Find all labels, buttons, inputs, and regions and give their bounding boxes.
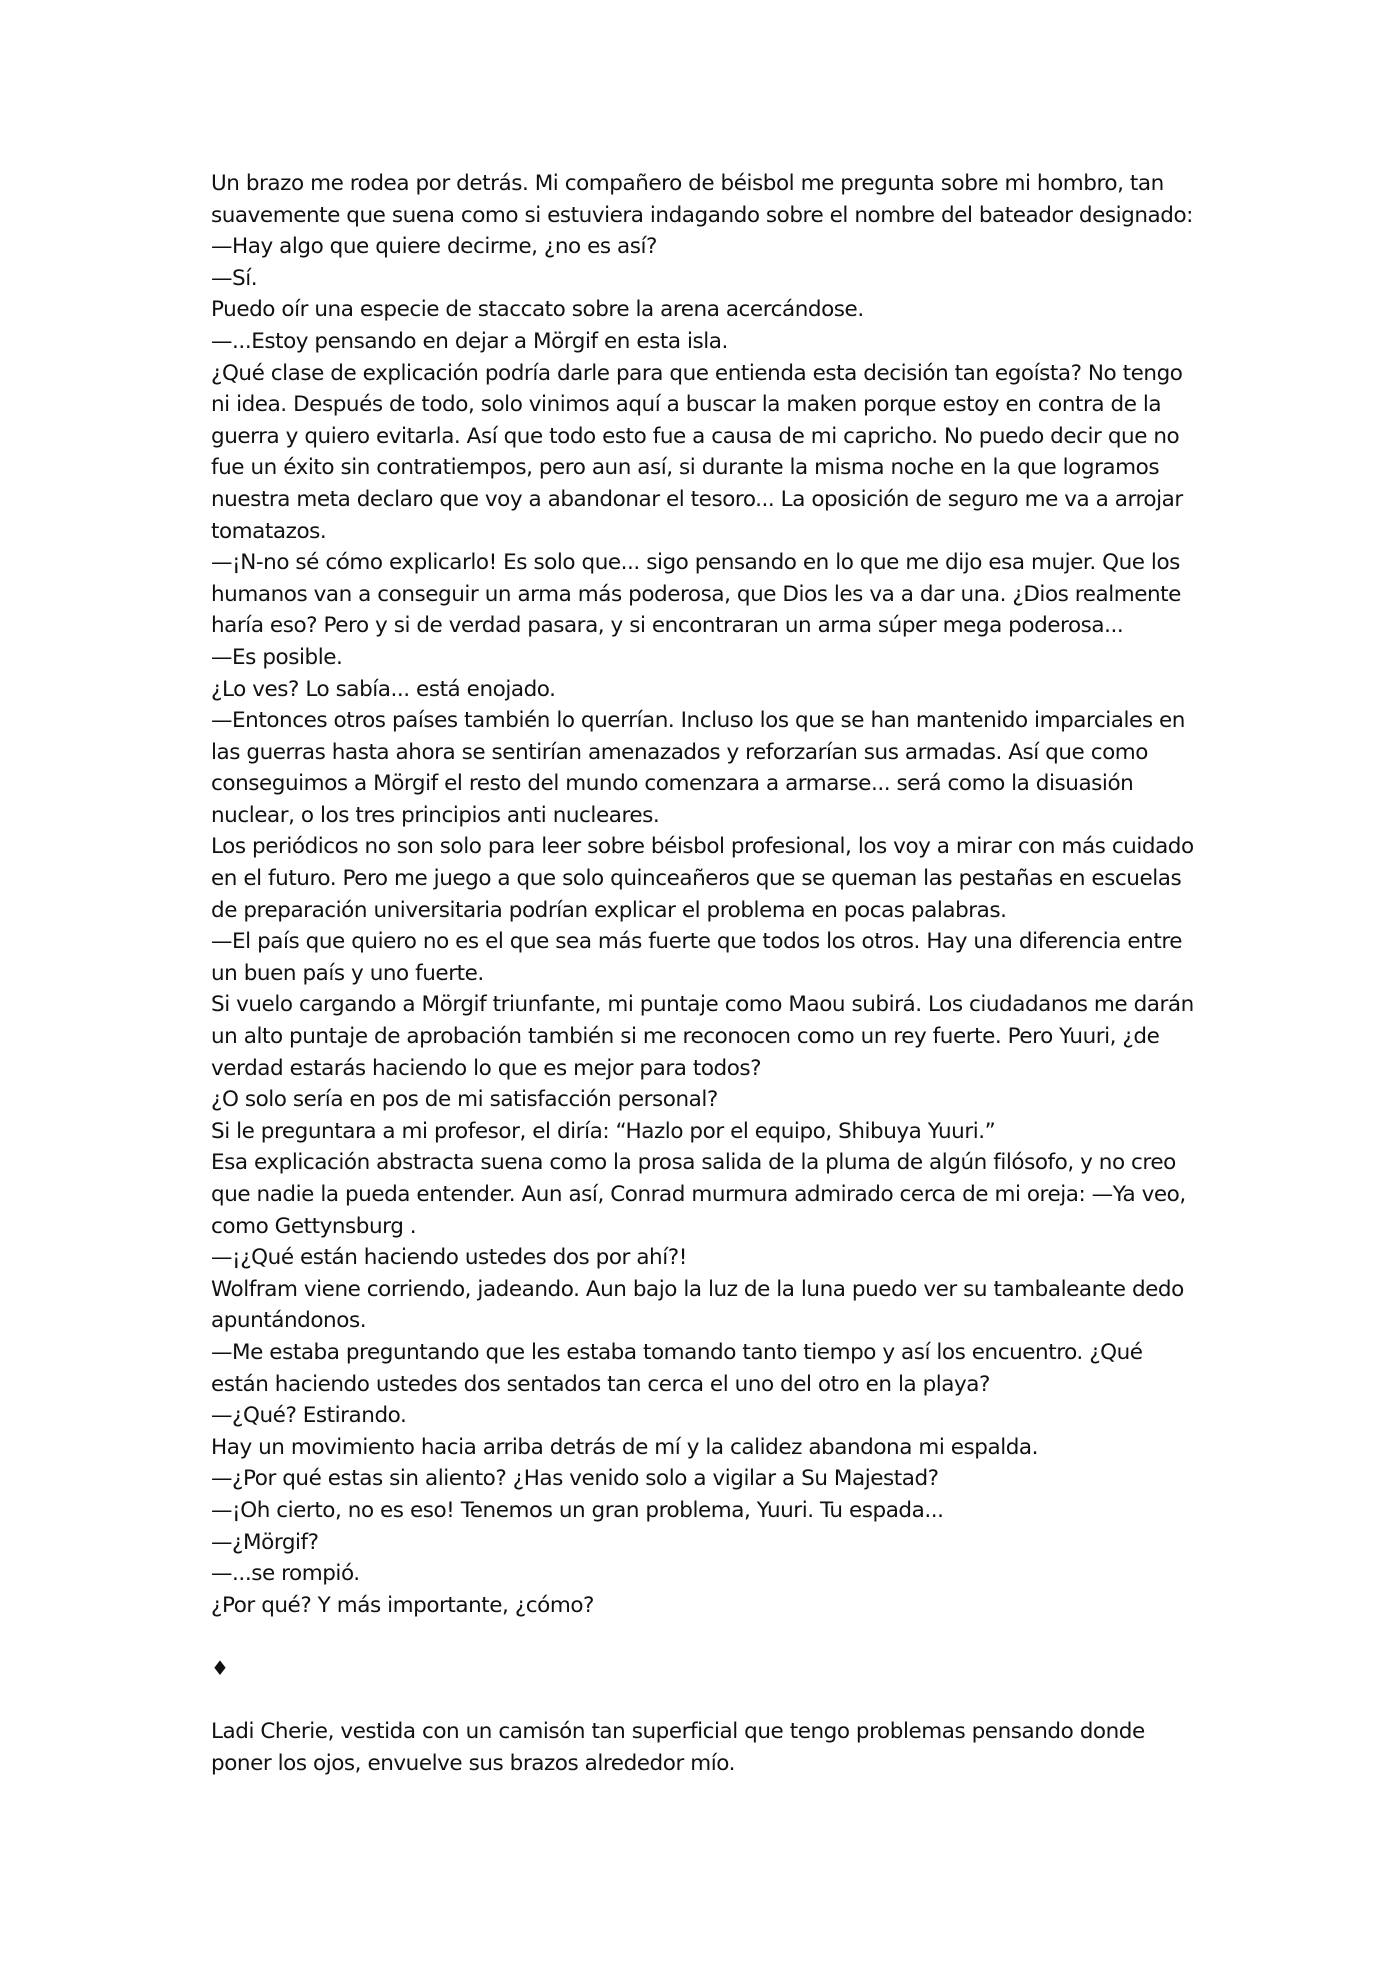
- document-page: [211, 168, 1201, 1779]
- paragraph: Si le preguntara a mi profesor, el diría: “Hazlo por el equipo, Shibuya Yuuri.”: [211, 1118, 996, 1144]
- paragraph: —¿Mörgif?: [211, 1529, 319, 1555]
- paragraph: Wolfram viene corriendo, jadeando. Aun bajo la luz de la luna puedo ver su tambaleante dedo apuntándonos.: [211, 1276, 1184, 1334]
- paragraph: Un brazo me rodea por detrás. Mi compañero de béisbol me pregunta sobre mi hombro, tan suavemente que suena como si estuviera indagando sobre el nombre del bateador designado: —Hay algo que quiere decirme, ¿no es así?: [211, 171, 1193, 260]
- paragraph: ¿Por qué? Y más importante, ¿cómo?: [211, 1592, 595, 1618]
- paragraph: ¿Qué clase de explicación podría darle para que entienda esta decisión tan egoísta? No tengo ni idea. Después de todo, solo vinimos aquí a buscar la maken porque estoy en contra de la guerra y quiero evitarla. Así que todo esto fue a causa de mi capricho. No puedo decir que no fue un éxito sin contratiempos, pero aun así, si durante la misma noche en la que logramos nuestra meta declaro que voy a abandonar el tesoro... La oposición de seguro me va a arrojar tomatazos.: [211, 360, 1183, 544]
- paragraph: —¡Oh cierto, no es eso! Tenemos un gran problema, Yuuri. Tu espada...: [211, 1497, 944, 1523]
- paragraph: Los periódicos no son solo para leer sobre béisbol profesional, los voy a mirar con más cuidado en el futuro. Pero me juego a que solo quinceañeros que se queman las pestañas en escuelas de preparación universitaria podrían explicar el problema en pocas palabras.: [211, 834, 1194, 923]
- paragraph: —¿Qué? Estirando.: [211, 1403, 407, 1429]
- paragraph: —¡¿Qué están haciendo ustedes dos por ahí?!: [211, 1245, 687, 1271]
- paragraph: —Me estaba preguntando que les estaba tomando tanto tiempo y así los encuentro. ¿Qué están haciendo ustedes dos sentados tan cerca el uno del otro en la playa?: [211, 1339, 1143, 1397]
- paragraph: Esa explicación abstracta suena como la prosa salida de la pluma de algún filósofo, y no creo que nadie la pueda entender. Aun así, Conrad murmura admirado cerca de mi oreja: —Ya veo, como Gettynsburg .: [211, 1150, 1186, 1239]
- paragraph: —¡N-no sé cómo explicarlo! Es solo que... sigo pensando en lo que me dijo esa mujer. Que los humanos van a conseguir un arma más poderosa, que Dios les va a dar una. ¿Dios realmente haría eso? Pero y si de verdad pasara, y si encontraran un arma súper mega poderosa...: [211, 550, 1181, 639]
- paragraph: Si vuelo cargando a Mörgif triunfante, mi puntaje como Maou subirá. Los ciudadanos me darán un alto puntaje de aprobación también si me reconocen como un rey fuerte. Pero Yuuri, ¿de verdad estarás haciendo lo que es mejor para todos?: [211, 992, 1194, 1081]
- closing-paragraph: Ladi Cherie, vestida con un camisón tan superficial que tengo problemas pensando donde poner los ojos, envuelve sus brazos alrededor mío.: [211, 1719, 1145, 1776]
- paragraph: Hay un movimiento hacia arriba detrás de mí y la calidez abandona mi espalda.: [211, 1434, 1039, 1460]
- paragraph: —...se rompió.: [211, 1561, 360, 1587]
- paragraph: Puedo oír una especie de staccato sobre la arena acercándose.: [211, 297, 864, 323]
- paragraph: ¿O solo sería en pos de mi satisfacción personal?: [211, 1087, 718, 1113]
- paragraph: —Entonces otros países también lo querrían. Incluso los que se han mantenido imparciales en las guerras hasta ahora se sentirían amenazados y reforzarían sus armadas. Así que como conseguimos a Mörgif el resto del mundo comenzara a armarse... será como la disuasión nuclear, o los tres principios anti nucleares.: [211, 708, 1185, 828]
- paragraph: —El país que quiero no es el que sea más fuerte que todos los otros. Hay una diferencia entre un buen país y uno fuerte.: [211, 929, 1183, 986]
- paragraph: ¿Lo ves? Lo sabía... está enojado.: [211, 676, 556, 702]
- paragraph: —Sí.: [211, 265, 258, 291]
- blank-line: [211, 1685, 1201, 1717]
- paragraph: —Es posible.: [211, 644, 343, 670]
- paragraph: —...Estoy pensando en dejar a Mörgif en esta isla.: [211, 328, 728, 354]
- section-separator-diamond: ♦: [211, 1655, 229, 1680]
- paragraph: —¿Por qué estas sin aliento? ¿Has venido solo a vigilar a Su Majestad?: [211, 1466, 939, 1492]
- blank-line: [211, 1621, 1201, 1653]
